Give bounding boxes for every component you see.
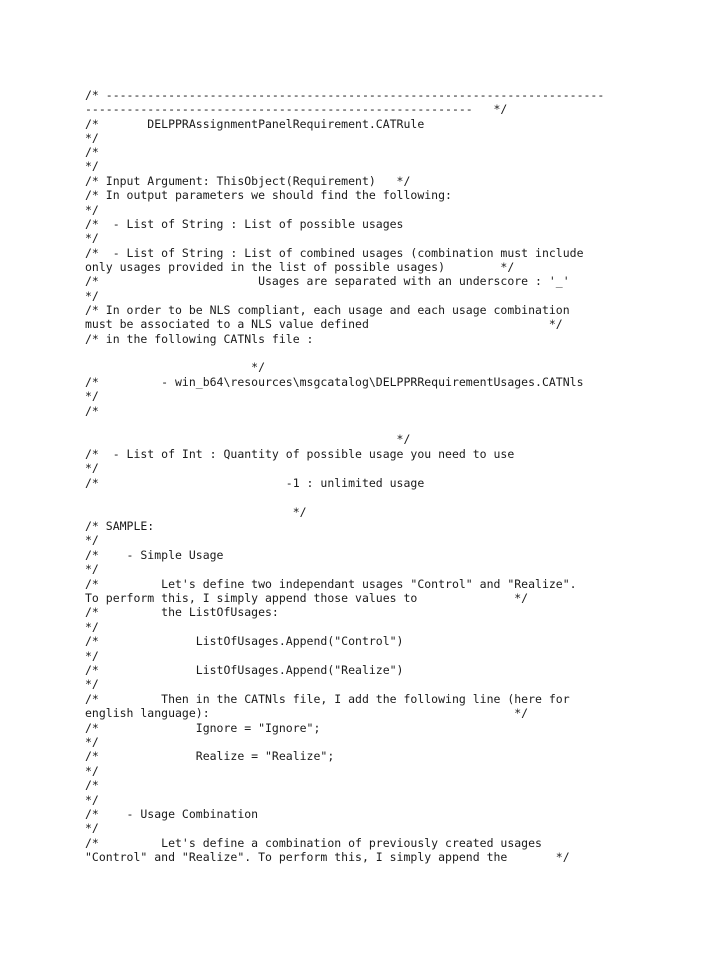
code-line: /* in the following CATNls file : xyxy=(85,332,314,346)
code-line: /* xyxy=(85,145,99,159)
code-line: To perform this, I simply append those values to */ xyxy=(85,591,529,605)
code-line: /* xyxy=(85,404,99,418)
code-line: /* - win_b64\resources\msgcatalog\DELPPRRequirementUsages.CATNls xyxy=(85,375,584,389)
code-line: */ xyxy=(85,735,99,749)
code-line: /* the ListOfUsages: xyxy=(85,605,279,619)
code-line: */ xyxy=(85,131,99,145)
code-line: */ xyxy=(85,649,99,663)
code-line: /* -1 : unlimited usage xyxy=(85,476,425,490)
code-line: /* Realize = "Realize"; xyxy=(85,749,335,763)
code-line: /* - List of String : List of combined usages (combination must include xyxy=(85,246,584,260)
code-line: /* - Simple Usage xyxy=(85,548,224,562)
code-line: */ xyxy=(85,764,99,778)
code-line: */ xyxy=(85,360,266,374)
code-line: /* ListOfUsages.Append("Realize") xyxy=(85,663,404,677)
code-line: /* ListOfUsages.Append("Control") xyxy=(85,634,404,648)
code-line: /* - List of Int : Quantity of possible usage you need to use xyxy=(85,447,515,461)
code-line: /* In output parameters we should find the following: xyxy=(85,188,452,202)
code-line: english language): */ xyxy=(85,706,529,720)
code-line: /* Let's define two independant usages "Control" and "Realize". xyxy=(85,577,577,591)
code-line: /* In order to be NLS compliant, each usage and each usage combination xyxy=(85,303,570,317)
code-line: */ xyxy=(85,159,99,173)
code-line: /* DELPPRAssignmentPanelRequirement.CATRule xyxy=(85,117,425,131)
code-line: /* Input Argument: ThisObject(Requirement) */ xyxy=(85,174,411,188)
code-line: */ xyxy=(85,821,99,835)
code-line: */ xyxy=(85,231,99,245)
code-line: */ xyxy=(85,461,99,475)
code-line: /* Let's define a combination of previously created usages xyxy=(85,836,542,850)
code-line: /* ------------------------------------------------------------------------ xyxy=(85,88,605,102)
code-line: */ xyxy=(85,620,99,634)
code-line: /* - Usage Combination xyxy=(85,807,259,821)
code-line: /* Then in the CATNls file, I add the following line (here for xyxy=(85,692,570,706)
code-line: */ xyxy=(85,505,307,519)
code-line: */ xyxy=(85,432,411,446)
code-line: /* - List of String : List of possible usages xyxy=(85,217,404,231)
code-line: /* Ignore = "Ignore"; xyxy=(85,721,321,735)
code-line: */ xyxy=(85,677,99,691)
code-line: /* xyxy=(85,778,99,792)
code-line: -------------------------------------------------------- */ xyxy=(85,102,508,116)
code-line: only usages provided in the list of possible usages) */ xyxy=(85,260,515,274)
code-line: */ xyxy=(85,533,99,547)
code-line: /* SAMPLE: xyxy=(85,519,155,533)
code-line: /* Usages are separated with an underscore : '_' xyxy=(85,274,570,288)
code-line: */ xyxy=(85,389,99,403)
code-line: */ xyxy=(85,203,99,217)
code-line: */ xyxy=(85,289,99,303)
code-line: */ xyxy=(85,793,99,807)
code-line: "Control" and "Realize". To perform this, I simply append the */ xyxy=(85,850,570,864)
code-line: must be associated to a NLS value defined */ xyxy=(85,317,563,331)
code-line: */ xyxy=(85,562,99,576)
